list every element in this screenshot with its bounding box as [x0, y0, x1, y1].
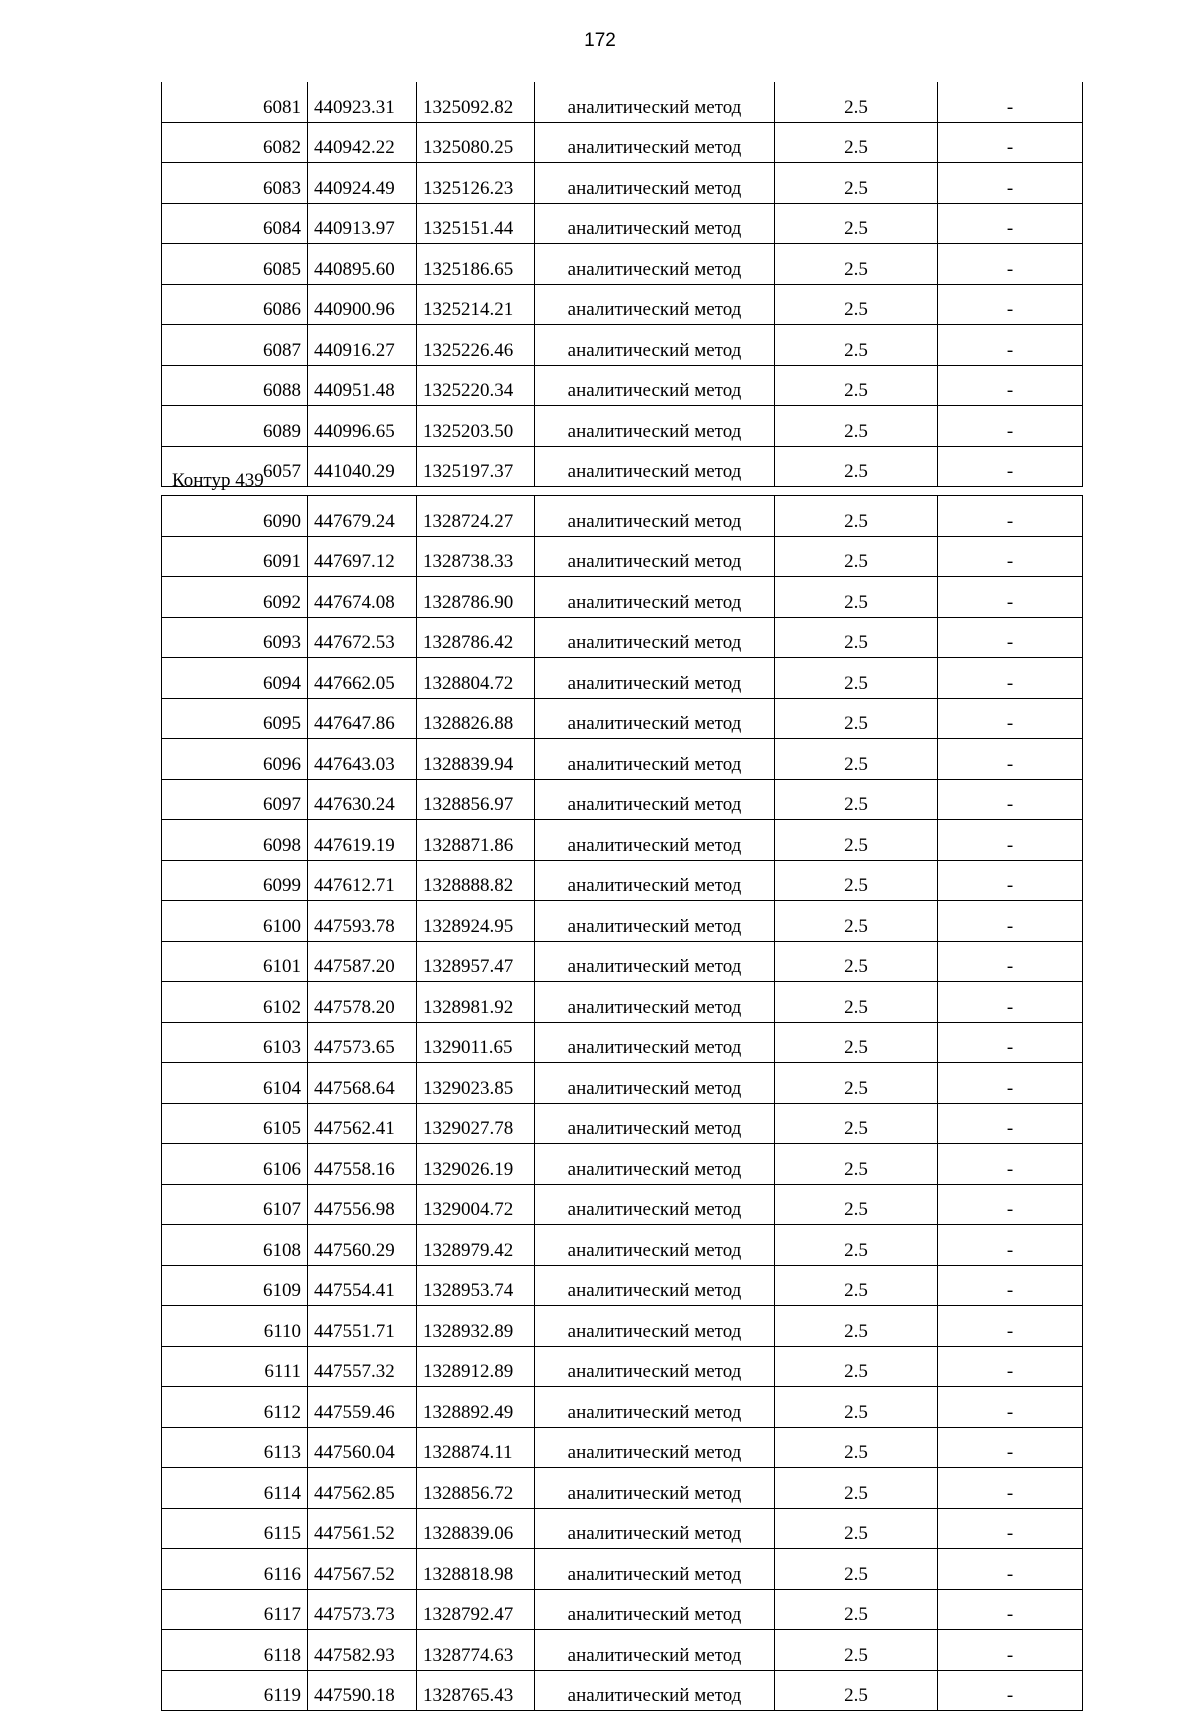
point-number-cell: 6094	[162, 658, 308, 699]
note-cell: -	[938, 1225, 1083, 1266]
table-row	[162, 1306, 1083, 1347]
accuracy-cell: 2.5	[775, 820, 938, 861]
y-coordinate-cell: 1328738.33	[417, 536, 535, 577]
note-cell: -	[938, 122, 1083, 163]
accuracy-cell: 2.5	[775, 1346, 938, 1387]
table-row	[162, 901, 1083, 942]
x-coordinate-cell: 440924.49	[308, 163, 417, 204]
y-coordinate-cell: 1329026.19	[417, 1144, 535, 1185]
note-cell: -	[938, 1144, 1083, 1185]
note-cell: -	[938, 1508, 1083, 1549]
coordinates-table-1-body	[162, 82, 1083, 487]
method-cell: аналитический метод	[535, 1468, 775, 1509]
table-row	[162, 941, 1083, 982]
accuracy-cell: 2.5	[775, 1225, 938, 1266]
y-coordinate-cell: 1328912.89	[417, 1346, 535, 1387]
y-coordinate-cell: 1329023.85	[417, 1063, 535, 1104]
method-cell: аналитический метод	[535, 577, 775, 618]
y-coordinate-cell: 1325151.44	[417, 203, 535, 244]
method-cell: аналитический метод	[535, 1589, 775, 1630]
page-number: 172	[584, 30, 616, 51]
method-cell: аналитический метод	[535, 1549, 775, 1590]
y-coordinate-cell: 1328786.90	[417, 577, 535, 618]
point-number-cell: 6106	[162, 1144, 308, 1185]
point-number-cell: 6108	[162, 1225, 308, 1266]
note-cell: -	[938, 1670, 1083, 1711]
x-coordinate-cell: 447554.41	[308, 1265, 417, 1306]
note-cell: -	[938, 739, 1083, 780]
table-row	[162, 284, 1083, 325]
note-cell: -	[938, 1549, 1083, 1590]
point-number-cell: 6092	[162, 577, 308, 618]
note-cell: -	[938, 658, 1083, 699]
point-number-cell: 6116	[162, 1549, 308, 1590]
y-coordinate-cell: 1328924.95	[417, 901, 535, 942]
method-cell: аналитический метод	[535, 779, 775, 820]
coordinates-table-1	[161, 82, 1083, 487]
method-cell: аналитический метод	[535, 1184, 775, 1225]
method-cell: аналитический метод	[535, 536, 775, 577]
accuracy-cell: 2.5	[775, 1022, 938, 1063]
x-coordinate-cell: 440942.22	[308, 122, 417, 163]
table-row	[162, 1103, 1083, 1144]
accuracy-cell: 2.5	[775, 982, 938, 1023]
method-cell: аналитический метод	[535, 1630, 775, 1671]
y-coordinate-cell: 1325126.23	[417, 163, 535, 204]
x-coordinate-cell: 447612.71	[308, 860, 417, 901]
accuracy-cell: 2.5	[775, 1103, 938, 1144]
note-cell: -	[938, 496, 1083, 537]
point-number-cell: 6084	[162, 203, 308, 244]
table-row	[162, 779, 1083, 820]
note-cell: -	[938, 1427, 1083, 1468]
method-cell: аналитический метод	[535, 1387, 775, 1428]
point-number-cell: 6085	[162, 244, 308, 285]
x-coordinate-cell: 440916.27	[308, 325, 417, 366]
point-number-cell: 6104	[162, 1063, 308, 1104]
y-coordinate-cell: 1328774.63	[417, 1630, 535, 1671]
method-cell: аналитический метод	[535, 982, 775, 1023]
method-cell: аналитический метод	[535, 1306, 775, 1347]
table-row	[162, 1346, 1083, 1387]
note-cell: -	[938, 1387, 1083, 1428]
note-cell: -	[938, 1346, 1083, 1387]
point-number-cell: 6107	[162, 1184, 308, 1225]
accuracy-cell: 2.5	[775, 82, 938, 122]
method-cell: аналитический метод	[535, 1022, 775, 1063]
note-cell: -	[938, 1589, 1083, 1630]
table-row	[162, 1225, 1083, 1266]
note-cell: -	[938, 698, 1083, 739]
table-row	[162, 496, 1083, 537]
table-row	[162, 1265, 1083, 1306]
point-number-cell: 6091	[162, 536, 308, 577]
y-coordinate-cell: 1328979.42	[417, 1225, 535, 1266]
y-coordinate-cell: 1328724.27	[417, 496, 535, 537]
method-cell: аналитический метод	[535, 860, 775, 901]
point-number-cell: 6105	[162, 1103, 308, 1144]
method-cell: аналитический метод	[535, 1427, 775, 1468]
y-coordinate-cell: 1329011.65	[417, 1022, 535, 1063]
table-row	[162, 365, 1083, 406]
method-cell: аналитический метод	[535, 739, 775, 780]
method-cell: аналитический метод	[535, 365, 775, 406]
point-number-cell: 6101	[162, 941, 308, 982]
y-coordinate-cell: 1328818.98	[417, 1549, 535, 1590]
note-cell: -	[938, 82, 1083, 122]
x-coordinate-cell: 440951.48	[308, 365, 417, 406]
point-number-cell: 6081	[162, 82, 308, 122]
accuracy-cell: 2.5	[775, 1549, 938, 1590]
x-coordinate-cell: 447590.18	[308, 1670, 417, 1711]
coordinates-table-2	[161, 495, 1083, 1711]
y-coordinate-cell: 1325092.82	[417, 82, 535, 122]
table-row	[162, 820, 1083, 861]
point-number-cell: 6110	[162, 1306, 308, 1347]
note-cell: -	[938, 1306, 1083, 1347]
note-cell: -	[938, 406, 1083, 447]
x-coordinate-cell: 447679.24	[308, 496, 417, 537]
table-row	[162, 739, 1083, 780]
x-coordinate-cell: 447557.32	[308, 1346, 417, 1387]
accuracy-cell: 2.5	[775, 617, 938, 658]
y-coordinate-cell: 1328839.06	[417, 1508, 535, 1549]
y-coordinate-cell: 1328765.43	[417, 1670, 535, 1711]
point-number-cell: 6088	[162, 365, 308, 406]
table-row	[162, 1468, 1083, 1509]
accuracy-cell: 2.5	[775, 739, 938, 780]
table-row	[162, 446, 1083, 487]
point-number-cell: 6100	[162, 901, 308, 942]
y-coordinate-cell: 1328839.94	[417, 739, 535, 780]
table-row	[162, 244, 1083, 285]
accuracy-cell: 2.5	[775, 365, 938, 406]
accuracy-cell: 2.5	[775, 325, 938, 366]
point-number-cell: 6090	[162, 496, 308, 537]
accuracy-cell: 2.5	[775, 1387, 938, 1428]
point-number-cell: 6103	[162, 1022, 308, 1063]
point-number-cell: 6097	[162, 779, 308, 820]
x-coordinate-cell: 440895.60	[308, 244, 417, 285]
accuracy-cell: 2.5	[775, 901, 938, 942]
y-coordinate-cell: 1328856.97	[417, 779, 535, 820]
accuracy-cell: 2.5	[775, 1427, 938, 1468]
method-cell: аналитический метод	[535, 1670, 775, 1711]
table-row	[162, 982, 1083, 1023]
method-cell: аналитический метод	[535, 617, 775, 658]
note-cell: -	[938, 163, 1083, 204]
note-cell: -	[938, 820, 1083, 861]
y-coordinate-cell: 1328786.42	[417, 617, 535, 658]
contour-label: Контур 439	[172, 470, 264, 491]
note-cell: -	[938, 325, 1083, 366]
table-row	[162, 1022, 1083, 1063]
x-coordinate-cell: 447587.20	[308, 941, 417, 982]
point-number-cell: 6112	[162, 1387, 308, 1428]
method-cell: аналитический метод	[535, 1346, 775, 1387]
accuracy-cell: 2.5	[775, 244, 938, 285]
accuracy-cell: 2.5	[775, 163, 938, 204]
x-coordinate-cell: 447593.78	[308, 901, 417, 942]
table-row	[162, 1589, 1083, 1630]
point-number-cell: 6113	[162, 1427, 308, 1468]
accuracy-cell: 2.5	[775, 496, 938, 537]
table-row	[162, 203, 1083, 244]
y-coordinate-cell: 1328874.11	[417, 1427, 535, 1468]
y-coordinate-cell: 1328804.72	[417, 658, 535, 699]
point-number-cell: 6117	[162, 1589, 308, 1630]
x-coordinate-cell: 447562.41	[308, 1103, 417, 1144]
method-cell: аналитический метод	[535, 698, 775, 739]
point-number-cell: 6102	[162, 982, 308, 1023]
method-cell: аналитический метод	[535, 1225, 775, 1266]
accuracy-cell: 2.5	[775, 1265, 938, 1306]
method-cell: аналитический метод	[535, 1265, 775, 1306]
point-number-cell: 6096	[162, 739, 308, 780]
accuracy-cell: 2.5	[775, 1630, 938, 1671]
x-coordinate-cell: 447559.46	[308, 1387, 417, 1428]
x-coordinate-cell: 447562.85	[308, 1468, 417, 1509]
note-cell: -	[938, 1265, 1083, 1306]
accuracy-cell: 2.5	[775, 1670, 938, 1711]
point-number-cell: 6115	[162, 1508, 308, 1549]
note-cell: -	[938, 1468, 1083, 1509]
table-row	[162, 536, 1083, 577]
point-number-cell: 6083	[162, 163, 308, 204]
y-coordinate-cell: 1328871.86	[417, 820, 535, 861]
y-coordinate-cell: 1325080.25	[417, 122, 535, 163]
point-number-cell: 6093	[162, 617, 308, 658]
table-row	[162, 698, 1083, 739]
x-coordinate-cell: 447560.29	[308, 1225, 417, 1266]
table-row	[162, 163, 1083, 204]
y-coordinate-cell: 1325214.21	[417, 284, 535, 325]
method-cell: аналитический метод	[535, 1508, 775, 1549]
note-cell: -	[938, 446, 1083, 487]
x-coordinate-cell: 447672.53	[308, 617, 417, 658]
method-cell: аналитический метод	[535, 325, 775, 366]
x-coordinate-cell: 447567.52	[308, 1549, 417, 1590]
x-coordinate-cell: 441040.29	[308, 446, 417, 487]
y-coordinate-cell: 1325220.34	[417, 365, 535, 406]
x-coordinate-cell: 447674.08	[308, 577, 417, 618]
x-coordinate-cell: 447573.73	[308, 1589, 417, 1630]
point-number-cell: 6087	[162, 325, 308, 366]
x-coordinate-cell: 447573.65	[308, 1022, 417, 1063]
table-row	[162, 406, 1083, 447]
method-cell: аналитический метод	[535, 284, 775, 325]
note-cell: -	[938, 860, 1083, 901]
method-cell: аналитический метод	[535, 1103, 775, 1144]
x-coordinate-cell: 447582.93	[308, 1630, 417, 1671]
method-cell: аналитический метод	[535, 82, 775, 122]
accuracy-cell: 2.5	[775, 203, 938, 244]
method-cell: аналитический метод	[535, 1063, 775, 1104]
table-row	[162, 1063, 1083, 1104]
y-coordinate-cell: 1325197.37	[417, 446, 535, 487]
note-cell: -	[938, 577, 1083, 618]
y-coordinate-cell: 1328932.89	[417, 1306, 535, 1347]
accuracy-cell: 2.5	[775, 406, 938, 447]
note-cell: -	[938, 617, 1083, 658]
table-row	[162, 1387, 1083, 1428]
note-cell: -	[938, 1063, 1083, 1104]
method-cell: аналитический метод	[535, 122, 775, 163]
y-coordinate-cell: 1329004.72	[417, 1184, 535, 1225]
table-row	[162, 82, 1083, 122]
point-number-cell: 6118	[162, 1630, 308, 1671]
accuracy-cell: 2.5	[775, 284, 938, 325]
y-coordinate-cell: 1325186.65	[417, 244, 535, 285]
point-number-cell: 6095	[162, 698, 308, 739]
y-coordinate-cell: 1328792.47	[417, 1589, 535, 1630]
note-cell: -	[938, 779, 1083, 820]
x-coordinate-cell: 447662.05	[308, 658, 417, 699]
x-coordinate-cell: 447558.16	[308, 1144, 417, 1185]
table-row	[162, 325, 1083, 366]
coordinates-table-2-body	[162, 496, 1083, 1711]
method-cell: аналитический метод	[535, 820, 775, 861]
table-row	[162, 658, 1083, 699]
x-coordinate-cell: 447619.19	[308, 820, 417, 861]
point-number-cell: 6057	[162, 446, 308, 487]
x-coordinate-cell: 447578.20	[308, 982, 417, 1023]
note-cell: -	[938, 365, 1083, 406]
accuracy-cell: 2.5	[775, 860, 938, 901]
accuracy-cell: 2.5	[775, 1184, 938, 1225]
method-cell: аналитический метод	[535, 901, 775, 942]
method-cell: аналитический метод	[535, 244, 775, 285]
y-coordinate-cell: 1328888.82	[417, 860, 535, 901]
table-row	[162, 860, 1083, 901]
x-coordinate-cell: 447697.12	[308, 536, 417, 577]
note-cell: -	[938, 1103, 1083, 1144]
note-cell: -	[938, 982, 1083, 1023]
note-cell: -	[938, 1022, 1083, 1063]
accuracy-cell: 2.5	[775, 577, 938, 618]
accuracy-cell: 2.5	[775, 658, 938, 699]
table-row	[162, 1144, 1083, 1185]
table-row	[162, 1427, 1083, 1468]
x-coordinate-cell: 447643.03	[308, 739, 417, 780]
method-cell: аналитический метод	[535, 446, 775, 487]
x-coordinate-cell: 447568.64	[308, 1063, 417, 1104]
accuracy-cell: 2.5	[775, 1468, 938, 1509]
table-row	[162, 1508, 1083, 1549]
y-coordinate-cell: 1329027.78	[417, 1103, 535, 1144]
table-row	[162, 617, 1083, 658]
x-coordinate-cell: 447630.24	[308, 779, 417, 820]
point-number-cell: 6086	[162, 284, 308, 325]
y-coordinate-cell: 1325226.46	[417, 325, 535, 366]
x-coordinate-cell: 440900.96	[308, 284, 417, 325]
x-coordinate-cell: 440923.31	[308, 82, 417, 122]
point-number-cell: 6098	[162, 820, 308, 861]
method-cell: аналитический метод	[535, 1144, 775, 1185]
point-number-cell: 6109	[162, 1265, 308, 1306]
x-coordinate-cell: 447556.98	[308, 1184, 417, 1225]
x-coordinate-cell: 447560.04	[308, 1427, 417, 1468]
point-number-cell: 6089	[162, 406, 308, 447]
accuracy-cell: 2.5	[775, 779, 938, 820]
method-cell: аналитический метод	[535, 203, 775, 244]
y-coordinate-cell: 1328981.92	[417, 982, 535, 1023]
accuracy-cell: 2.5	[775, 1306, 938, 1347]
method-cell: аналитический метод	[535, 496, 775, 537]
method-cell: аналитический метод	[535, 941, 775, 982]
point-number-cell: 6111	[162, 1346, 308, 1387]
accuracy-cell: 2.5	[775, 698, 938, 739]
point-number-cell: 6082	[162, 122, 308, 163]
x-coordinate-cell: 447551.71	[308, 1306, 417, 1347]
method-cell: аналитический метод	[535, 406, 775, 447]
note-cell: -	[938, 1630, 1083, 1671]
note-cell: -	[938, 284, 1083, 325]
accuracy-cell: 2.5	[775, 941, 938, 982]
table-row	[162, 1184, 1083, 1225]
note-cell: -	[938, 1184, 1083, 1225]
x-coordinate-cell: 447561.52	[308, 1508, 417, 1549]
x-coordinate-cell: 440996.65	[308, 406, 417, 447]
x-coordinate-cell: 447647.86	[308, 698, 417, 739]
y-coordinate-cell: 1325203.50	[417, 406, 535, 447]
y-coordinate-cell: 1328953.74	[417, 1265, 535, 1306]
y-coordinate-cell: 1328957.47	[417, 941, 535, 982]
table-row	[162, 1549, 1083, 1590]
accuracy-cell: 2.5	[775, 446, 938, 487]
accuracy-cell: 2.5	[775, 122, 938, 163]
y-coordinate-cell: 1328892.49	[417, 1387, 535, 1428]
accuracy-cell: 2.5	[775, 1508, 938, 1549]
y-coordinate-cell: 1328856.72	[417, 1468, 535, 1509]
x-coordinate-cell: 440913.97	[308, 203, 417, 244]
point-number-cell: 6119	[162, 1670, 308, 1711]
note-cell: -	[938, 536, 1083, 577]
note-cell: -	[938, 901, 1083, 942]
accuracy-cell: 2.5	[775, 1589, 938, 1630]
y-coordinate-cell: 1328826.88	[417, 698, 535, 739]
note-cell: -	[938, 941, 1083, 982]
accuracy-cell: 2.5	[775, 1144, 938, 1185]
accuracy-cell: 2.5	[775, 536, 938, 577]
table-row	[162, 122, 1083, 163]
table-row	[162, 1630, 1083, 1671]
table-row	[162, 1670, 1083, 1711]
table-row	[162, 577, 1083, 618]
point-number-cell: 6114	[162, 1468, 308, 1509]
method-cell: аналитический метод	[535, 658, 775, 699]
point-number-cell: 6099	[162, 860, 308, 901]
method-cell: аналитический метод	[535, 163, 775, 204]
note-cell: -	[938, 203, 1083, 244]
accuracy-cell: 2.5	[775, 1063, 938, 1104]
note-cell: -	[938, 244, 1083, 285]
